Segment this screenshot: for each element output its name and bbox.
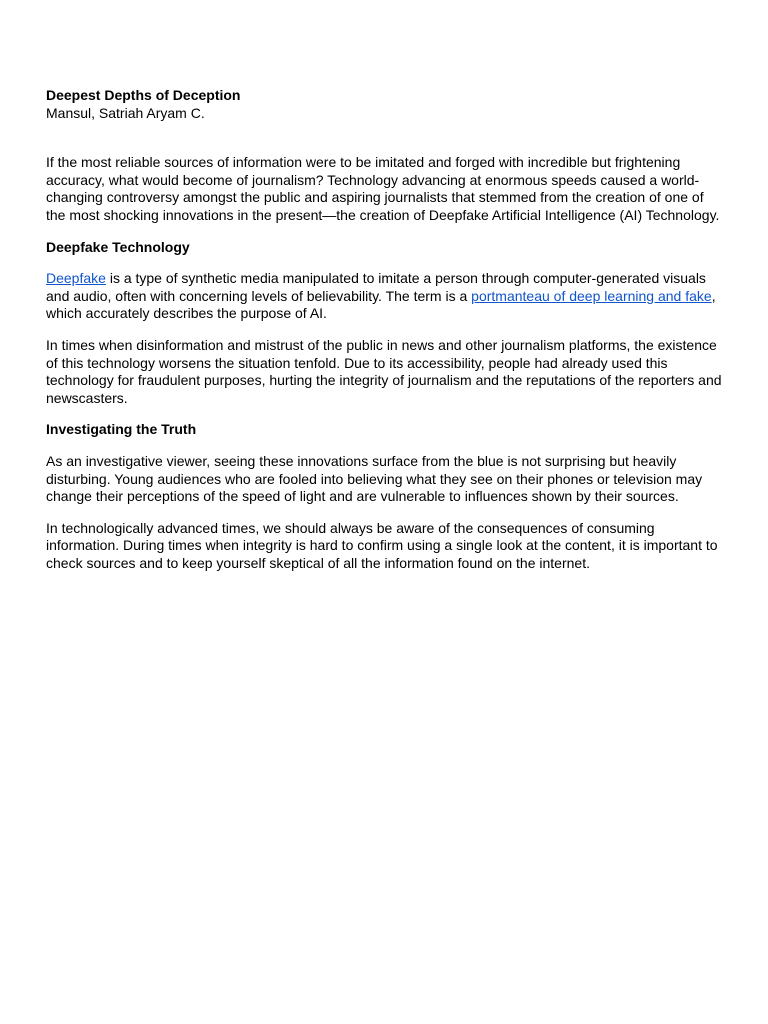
document-title: Deepest Depths of Deception bbox=[46, 87, 241, 103]
deepfake-definition-paragraph bbox=[46, 270, 722, 323]
intro-paragraph: If the most reliable sources of information were to be imitated and forged with incredible but frightening accuracy, what would become of journalism? Technology advancing at enormous speeds caused a world-changing controversy amongst the public and aspiring journalists that stemmed from the creation of one of the most shocking innovations in the present—the creation of Deepfake Artificial Intelligence (AI) Technology. bbox=[46, 154, 720, 223]
definition-text-part-1: is a type of synthetic media manipulated to imitate a person through computer-generated visuals and audio, often with concerning levels of believability. The term is a bbox=[46, 270, 706, 304]
investigative-viewer-paragraph: As an investigative viewer, seeing these innovations surface from the blue is not surprising but heavily disturbing. Young audiences who are fooled into believing what they see on their phones or television may change their perceptions of the speed of light and are vulnerable to influences shown by their sources. bbox=[46, 452, 703, 505]
section-heading-investigating-truth: Investigating the Truth bbox=[46, 421, 197, 438]
document-author: Mansul, Satriah Aryam C. bbox=[46, 104, 205, 121]
document-page bbox=[46, 87, 722, 572]
portmanteau-link[interactable]: portmanteau of deep learning and fake bbox=[471, 287, 712, 304]
section-heading-deepfake-technology: Deepfake Technology bbox=[46, 238, 190, 255]
deepfake-link[interactable]: Deepfake bbox=[46, 270, 106, 287]
disinformation-paragraph: In times when disinformation and mistrust of the public in news and other journalism platforms, the existence of this technology worsens the situation tenfold. Due to its accessibility, people had already used this technology for fraudulent purposes, hurting the integrity of journalism and the reputations of the reporters and newscasters. bbox=[46, 336, 722, 406]
conclusion-paragraph: In technologically advanced times, we should always be aware of the consequences of consuming information. During times when integrity is hard to confirm using a single look at the content, it is important to check sources and to keep yourself skeptical of all the information found on the internet. bbox=[46, 519, 718, 571]
definition-text-part-2: , which accurately describes the purpose of AI. bbox=[46, 287, 716, 322]
